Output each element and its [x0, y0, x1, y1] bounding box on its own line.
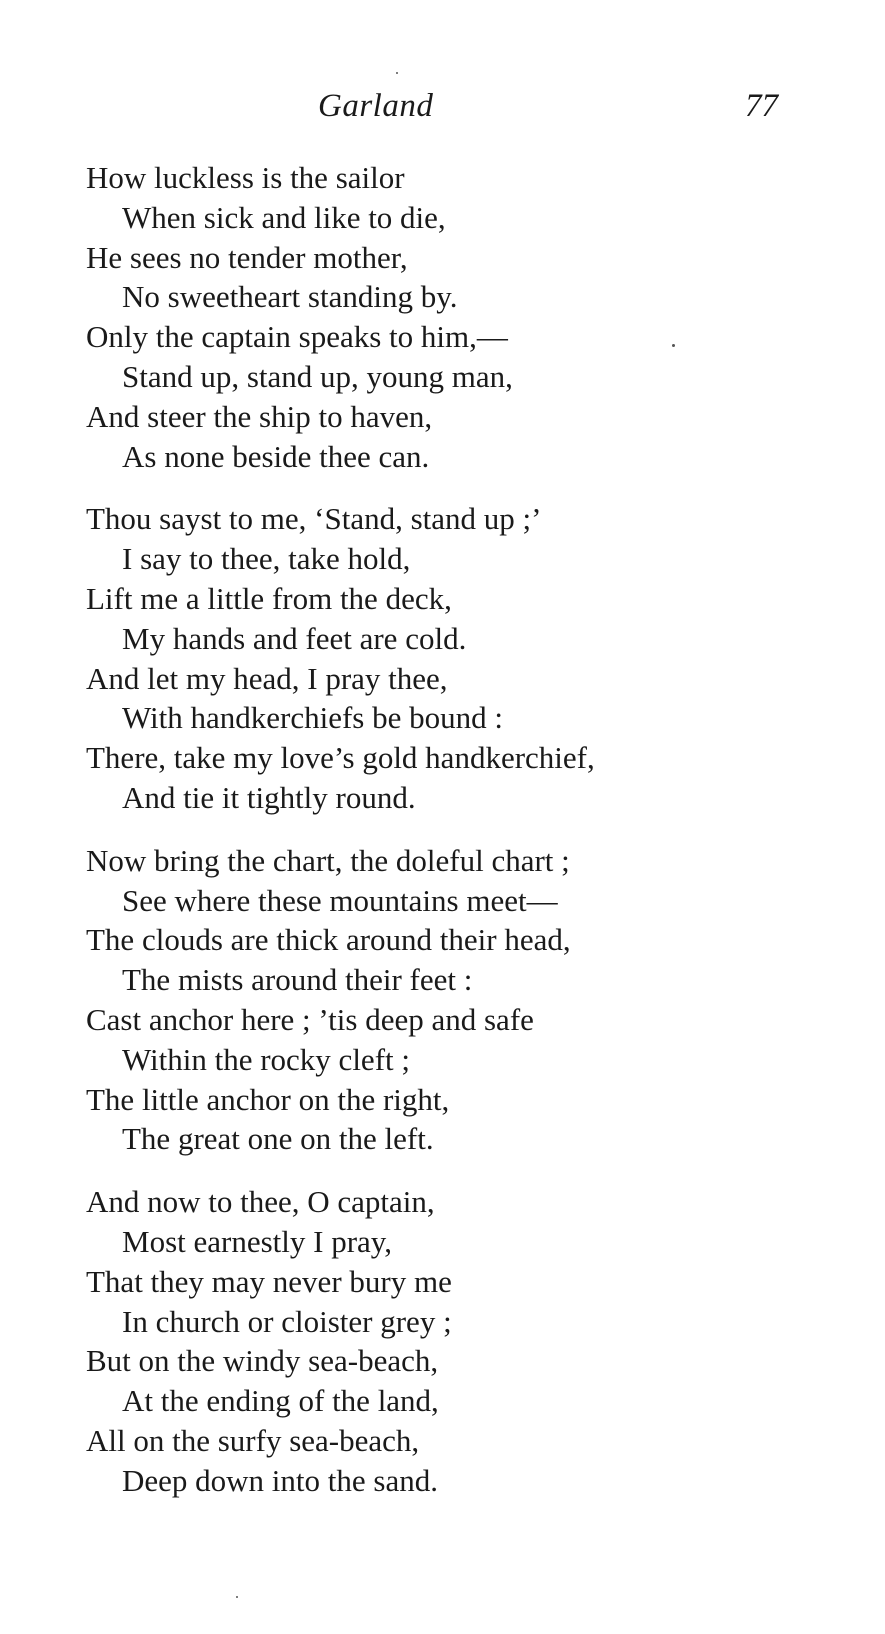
poem-line: Only the captain speaks to him,— — [86, 319, 508, 355]
poem-line: Most earnestly I pray, — [122, 1223, 393, 1259]
poem-line: Thou sayst to me, ‘Stand, stand up ;’ — [86, 501, 542, 537]
stanza-4 — [86, 1182, 846, 1500]
poem-line: The little anchor on the right, — [86, 1081, 450, 1117]
poem-line: And steer the ship to haven, — [86, 398, 433, 434]
poem-line: Lift me a little from the deck, — [86, 580, 452, 616]
print-speck — [672, 344, 675, 347]
poem-line: The great one on the left. — [122, 1121, 434, 1157]
poem-line: And now to thee, O captain, — [86, 1184, 435, 1220]
poem-line: How luckless is the sailor — [86, 160, 405, 195]
poem-line: Stand up, stand up, young man, — [122, 358, 513, 394]
poem-line: I say to thee, take hold, — [122, 541, 411, 577]
poem-line: But on the windy sea-beach, — [86, 1343, 439, 1379]
poem-line: My hands and feet are cold. — [122, 620, 467, 656]
poem-line: The mists around their feet : — [122, 962, 473, 998]
stanza-2 — [86, 499, 846, 817]
poem-line: The clouds are thick around their head, — [86, 922, 571, 958]
poem-line: Within the rocky cleft ; — [122, 1041, 410, 1077]
poem-line: See where these mountains meet— — [122, 882, 558, 918]
poem-line: As none beside thee can. — [122, 438, 430, 474]
print-speck — [396, 72, 398, 74]
print-speck — [236, 1596, 238, 1598]
poem-line: When sick and like to die, — [122, 199, 446, 235]
poem-line: He sees no tender mother, — [86, 239, 408, 275]
page-number: 77 — [745, 88, 778, 124]
poem-line: Now bring the chart, the doleful chart ; — [86, 842, 570, 878]
poem-line: Cast anchor here ; ’tis deep and safe — [86, 1001, 534, 1037]
poem-line: That they may never bury me — [86, 1263, 452, 1299]
stanza-1 — [86, 158, 846, 476]
poem-line: With handkerchiefs be bound : — [122, 700, 503, 736]
poem-line: At the ending of the land, — [122, 1383, 439, 1419]
poem-line: All on the surfy sea-beach, — [86, 1422, 420, 1458]
poem-line: And tie it tightly round. — [122, 779, 416, 815]
running-title: Garland — [318, 88, 434, 124]
poem-line: Deep down into the sand. — [122, 1462, 438, 1498]
poem-line: In church or cloister grey ; — [122, 1303, 452, 1339]
poem-line: There, take my love’s gold handkerchief, — [86, 740, 595, 776]
poem-line: And let my head, I pray thee, — [86, 660, 448, 696]
poem-line: No sweetheart standing by. — [122, 279, 458, 315]
poem — [86, 158, 846, 1524]
running-head — [0, 88, 885, 132]
stanza-3 — [86, 841, 846, 1159]
